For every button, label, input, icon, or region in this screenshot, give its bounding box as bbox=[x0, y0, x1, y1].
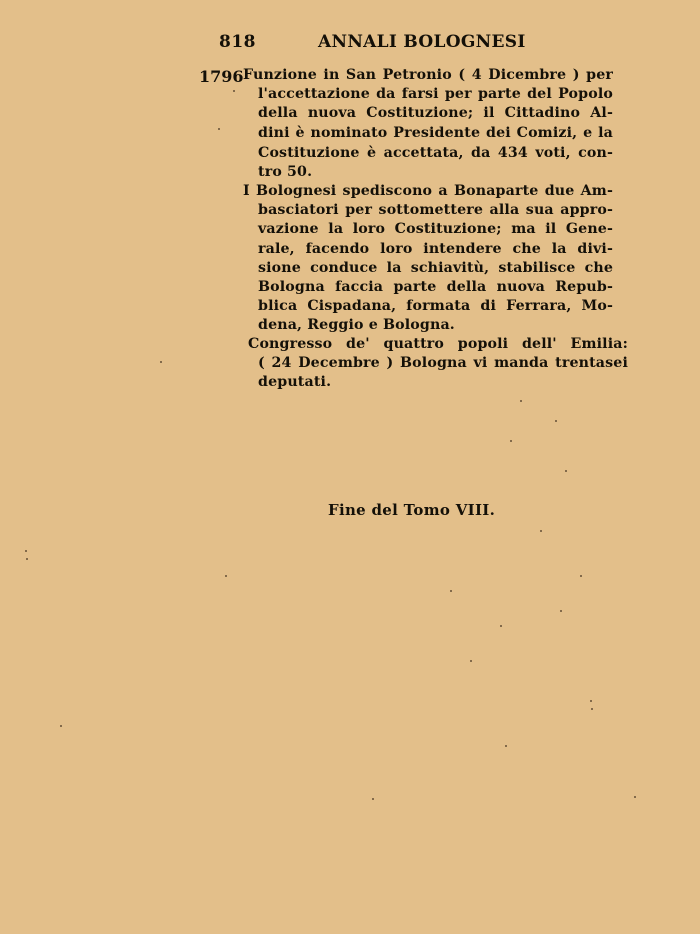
text-line: I Bolognesi spediscono a Bonaparte due Am- bbox=[243, 183, 613, 199]
text-line: l'accettazione da farsi per parte del Popolo bbox=[258, 86, 613, 102]
text-line: Bologna faccia parte della nuova Repub- bbox=[258, 279, 613, 295]
text-line: blica Cispadana, formata di Ferrara, Mo- bbox=[258, 298, 613, 314]
scan-speck bbox=[580, 575, 582, 577]
scan-speck bbox=[560, 610, 562, 612]
text-line: Costituzione è accettata, da 434 voti, con- bbox=[258, 145, 613, 161]
scan-speck bbox=[60, 725, 62, 727]
scan-speck bbox=[26, 558, 28, 560]
page-number: 818 bbox=[219, 32, 256, 52]
text-line: deputati. bbox=[258, 374, 332, 390]
scan-speck bbox=[233, 90, 235, 92]
text-line: tro 50. bbox=[258, 164, 313, 180]
scan-speck bbox=[218, 128, 220, 130]
scan-speck bbox=[634, 796, 636, 798]
end-of-volume-note: Fine del Tomo VIII. bbox=[328, 501, 496, 519]
scan-speck bbox=[540, 530, 542, 532]
scan-speck bbox=[160, 361, 162, 363]
scan-speck bbox=[450, 590, 452, 592]
scan-speck bbox=[372, 798, 374, 800]
scan-speck bbox=[225, 575, 227, 577]
entry-year: 1796 bbox=[199, 67, 244, 86]
text-line: ( 24 Decembre ) Bologna vi manda trentasei bbox=[258, 355, 628, 371]
text-line: dena, Reggio e Bologna. bbox=[258, 317, 455, 333]
text-line: vazione la loro Costituzione; ma il Gene- bbox=[258, 221, 613, 237]
scan-speck bbox=[510, 440, 512, 442]
running-title: ANNALI BOLOGNESI bbox=[318, 32, 526, 52]
scan-speck bbox=[591, 708, 593, 710]
text-line: sione conduce la schiavitù, stabilisce che bbox=[258, 260, 613, 276]
scan-speck bbox=[555, 420, 557, 422]
scan-speck bbox=[500, 625, 502, 627]
scan-speck bbox=[565, 470, 567, 472]
text-line: basciatori per sottomettere alla sua appro- bbox=[258, 202, 613, 218]
scan-speck bbox=[470, 660, 472, 662]
scan-speck bbox=[590, 700, 592, 702]
text-line: della nuova Costituzione; il Cittadino Al- bbox=[258, 105, 613, 121]
text-line: Funzione in San Petronio ( 4 Dicembre ) per bbox=[243, 67, 613, 83]
text-line: dini è nominato Presidente dei Comizi, e la bbox=[258, 125, 613, 141]
scan-speck bbox=[520, 400, 522, 402]
scan-speck bbox=[505, 745, 507, 747]
scan-speck bbox=[25, 550, 27, 552]
text-line: rale, facendo loro intendere che la divi- bbox=[258, 241, 613, 257]
text-line: Congresso de' quattro popoli dell' Emilia: bbox=[248, 336, 628, 352]
